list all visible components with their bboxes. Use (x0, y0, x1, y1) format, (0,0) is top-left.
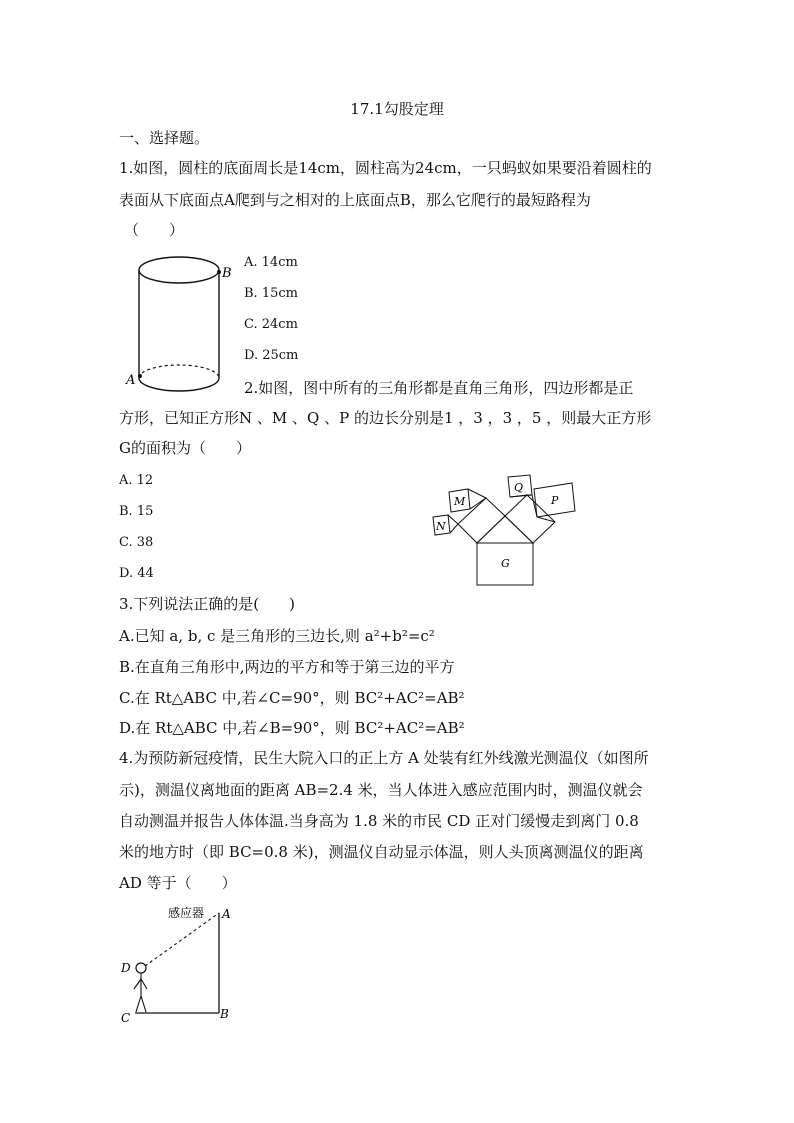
label-a: A (222, 907, 231, 921)
q1-stem-line1: 1.如图，圆柱的底面周长是14cm，圆柱高为24cm，一只蚂蚁如果要沿着圆柱的 (119, 159, 652, 177)
q1-option-b: B. 15cm (244, 286, 298, 301)
q1-option-a: A. 14cm (244, 255, 298, 270)
cylinder-bottom-back (139, 365, 219, 378)
q2-option-c: C. 38 (119, 535, 154, 550)
cylinder-top-ellipse (139, 257, 219, 283)
q2-stem-line2: 方形，已知正方形N 、M 、Q 、P 的边长分别是1 ，3 ，3 ，5 ，则最大正方形 (119, 409, 652, 427)
q4-thermometer-figure (118, 900, 248, 1025)
q3-stem: 3.下列说法正确的是( ) (119, 595, 296, 613)
label-d: D (121, 961, 131, 975)
q4-stem-line4: 米的地方时（即 BC=0.8 米)，测温仪自动显示体温，则人头顶离测温仪的距离 (119, 843, 644, 861)
label-p: P (551, 494, 559, 507)
person-head (136, 963, 146, 973)
cylinder-label-a: A (126, 373, 136, 388)
q1-cylinder-figure (120, 250, 240, 400)
q1-option-c: C. 24cm (244, 317, 298, 332)
q2-stem-line3: G的面积为（ ） (119, 439, 251, 457)
point-b-dot (217, 270, 221, 274)
q1-answer-paren: （ ） (124, 221, 185, 239)
label-n: N (436, 520, 446, 533)
q1-option-d: D. 25cm (244, 348, 299, 363)
label-m: M (454, 495, 466, 508)
cylinder-bottom-front (139, 378, 219, 391)
q2-option-d: D. 44 (119, 566, 154, 581)
q1-stem-line2: 表面从下底面点A爬到与之相对的上底面点B，那么它爬行的最短路程为 (119, 191, 591, 209)
q4-stem-line5: AD 等于（ ） (119, 874, 237, 892)
label-q: Q (514, 481, 524, 494)
page-title: 17.1勾股定理 (350, 100, 444, 118)
q2-stem-line1: 2.如图，图中所有的三角形都是直角三角形，四边形都是正 (244, 379, 634, 397)
label-sensor: 感应器 (168, 906, 205, 920)
label-g: G (501, 557, 510, 570)
person-body (134, 973, 147, 1012)
q3-option-c: C.在 Rt△ABC 中,若∠C=90°，则 BC²+AC²=AB² (119, 689, 465, 707)
q2-squares-figure (430, 472, 580, 587)
q3-option-b: B.在直角三角形中,两边的平方和等于第三边的平方 (119, 658, 455, 676)
section-heading: 一、选择题。 (119, 129, 210, 147)
q2-option-a: A. 12 (119, 473, 154, 488)
q3-option-a: A.已知 a, b, c 是三角形的三边长,则 a²+b²=c² (119, 627, 435, 645)
q2-option-b: B. 15 (119, 504, 154, 519)
q4-stem-line1: 4.为预防新冠疫情，民生大院入口的正上方 A 处装有红外线激光测温仪（如图所 (119, 749, 649, 767)
q4-stem-line2: 示)，测温仪离地面的距离 AB=2.4 米，当人体进入感应范围内时，测温仪就会 (119, 781, 643, 799)
label-b: B (220, 1007, 229, 1021)
q4-stem-line3: 自动测温并报告人体体温.当身高为 1.8 米的市民 CD 正对门缓慢走到离门 0.8 (119, 812, 639, 830)
right-connectors (510, 495, 555, 522)
q3-option-d: D.在 Rt△ABC 中,若∠B=90°，则 BC²+AC²=AB² (119, 719, 465, 737)
label-c: C (121, 1011, 131, 1025)
dashed-ad (145, 913, 219, 966)
square-right-mid (505, 495, 555, 543)
cylinder-label-b: B (222, 266, 232, 281)
point-a-dot (138, 374, 142, 378)
triangle-center (477, 516, 533, 543)
